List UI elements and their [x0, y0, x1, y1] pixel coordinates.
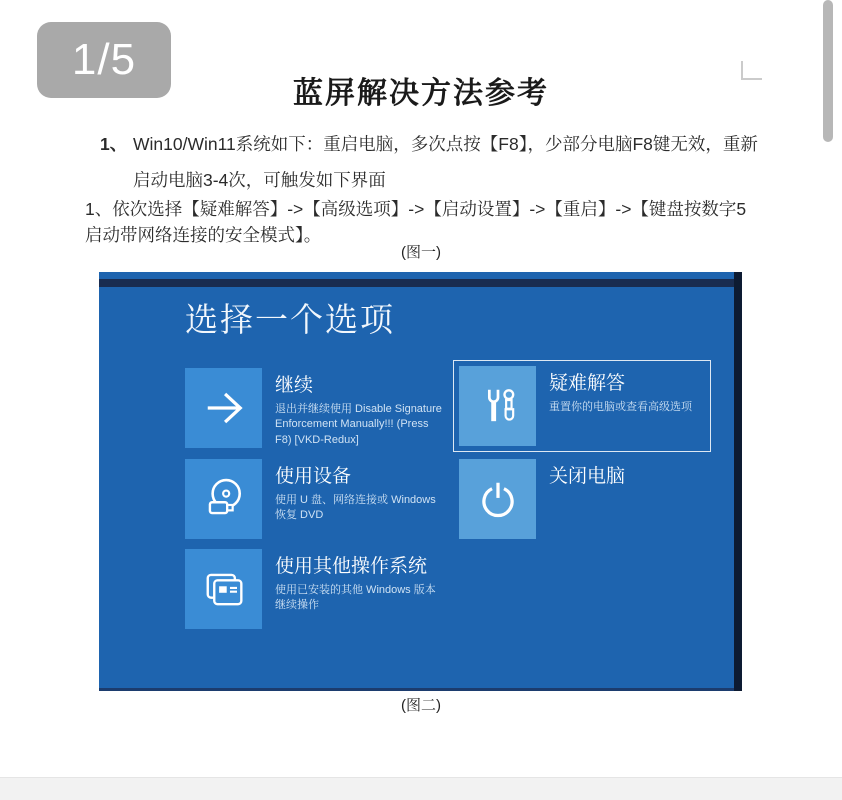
- page-title: 蓝屏解决方法参考: [293, 77, 549, 110]
- tile-other-os[interactable]: [179, 543, 451, 635]
- screenshot-bottom-strip: [99, 688, 734, 691]
- tile-other-os-desc: 使用已安装的其他 Windows 版本继续操作: [275, 584, 436, 612]
- windows-stack-icon: [185, 549, 262, 629]
- instruction-step1-line1: [100, 131, 758, 156]
- disc-usb-icon: [185, 459, 262, 539]
- tile-turn-off-title: 关闭电脑: [549, 466, 626, 487]
- tile-use-device[interactable]: [179, 453, 451, 545]
- tile-troubleshoot[interactable]: [453, 360, 711, 452]
- instruction-step1-line2: 启动电脑3-4次，可触发如下界面: [133, 170, 386, 190]
- recovery-heading: 选择一个选项: [185, 301, 395, 338]
- instruction-step2-line2: 启动带网络连接的安全模式】。: [85, 225, 322, 245]
- arrow-right-icon: [185, 368, 262, 448]
- tile-use-device-title: 使用设备: [275, 466, 352, 487]
- power-icon: [459, 459, 536, 539]
- tile-other-os-title: 使用其他操作系统: [275, 556, 428, 577]
- tile-use-device-desc: 使用 U 盘、网络连接或 Windows 恢复 DVD: [275, 494, 436, 522]
- tile-continue-desc: 退出并继续使用 Disable Signature Enforcement Manually!!! (Press F8) [VKD-Redux]: [275, 403, 442, 446]
- tile-continue-title: 继续: [275, 375, 314, 396]
- tile-troubleshoot-title: 疑难解答: [549, 373, 626, 394]
- step1-number: 1、: [100, 134, 128, 154]
- instruction-step2-line1: 1、依次选择【疑难解答】->【高级选项】->【启动设置】->【重启】->【键盘按数字5: [85, 199, 747, 219]
- corner-bracket-icon: [741, 61, 762, 80]
- tile-troubleshoot-desc: 重置你的电脑或查看高级选项: [549, 401, 692, 413]
- bottom-bar: [0, 777, 842, 800]
- screenshot-top-strip: [99, 279, 734, 287]
- screenshot-right-strip: [734, 272, 742, 691]
- tools-icon: [459, 366, 536, 446]
- scrollbar-thumb[interactable]: [823, 0, 833, 142]
- step1-text: Win10/Win11系统如下：重启电脑，多次点按【F8】，少部分电脑F8键无效，重新: [133, 134, 758, 154]
- tile-turn-off[interactable]: [453, 453, 711, 545]
- page-number-label: 1/5: [71, 35, 137, 84]
- figure1-caption: (图一): [401, 244, 441, 261]
- figure2-caption: (图二): [401, 697, 441, 714]
- tile-continue[interactable]: [179, 362, 451, 454]
- recovery-screenshot: [99, 272, 742, 691]
